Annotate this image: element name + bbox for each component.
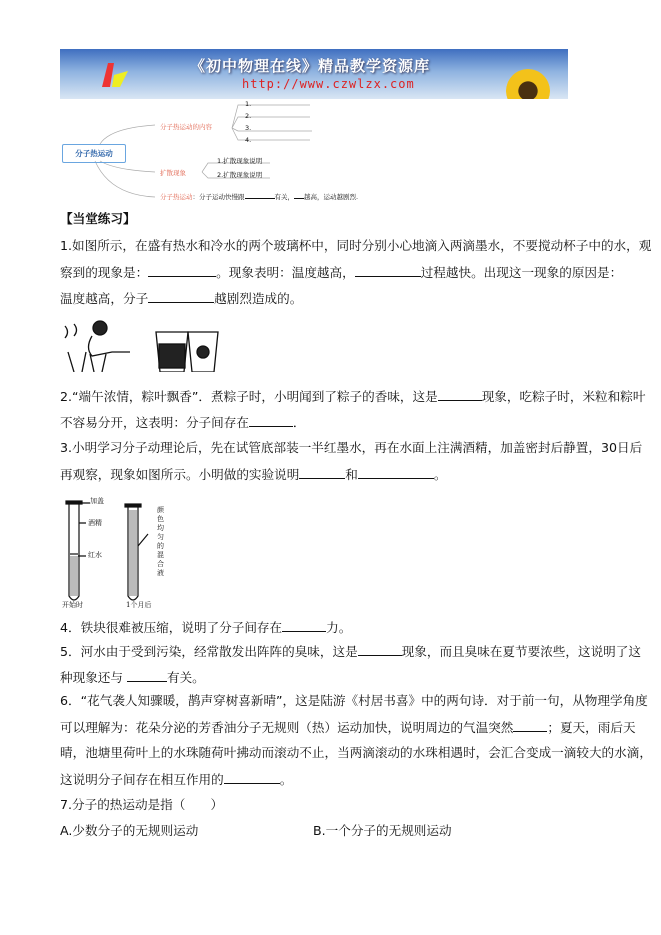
- text-segment: 温度越高，分子: [60, 291, 149, 306]
- section-title: 【当堂练习】: [60, 211, 136, 226]
- q5-line1: [60, 643, 641, 660]
- q7-stem: 7.分子的热运动是指（ ）: [60, 797, 224, 812]
- text-segment: 。: [433, 467, 447, 482]
- text-segment: ；夏天，雨后天: [547, 720, 636, 735]
- q1-line2: [60, 264, 622, 281]
- label-mixture: 颜色均匀的混合液: [157, 506, 164, 577]
- q3-line2: [60, 466, 446, 483]
- q2-line1: [60, 388, 645, 405]
- text-segment: 2.“端午浓情，粽叶飘香”．煮粽子时，小明闻到了粽子的香味，这是: [60, 389, 438, 404]
- answer-blank[interactable]: [438, 388, 482, 401]
- content-item: 3.: [245, 124, 252, 132]
- banner: [60, 49, 568, 99]
- branch-thermal: [160, 192, 358, 201]
- text-segment: 4．铁块很难被压缩，说明了分子间存在: [60, 620, 283, 635]
- label-alcohol: 酒精: [88, 519, 102, 527]
- content-item: 1.: [245, 100, 252, 108]
- diffusion-item: 2.扩散现象说明: [217, 171, 263, 179]
- text-segment: 有关，: [274, 193, 294, 201]
- q1-line1: 1.如图所示，在盛有热水和冷水的两个玻璃杯中，同时分别小心地滴入两滴墨水，不要搅动杯子中的水，观: [60, 238, 652, 253]
- q7-option-b[interactable]: B.一个分子的无规则运动: [313, 823, 452, 838]
- text-segment: 察到的现象是：: [60, 265, 149, 280]
- text-segment: 和: [345, 467, 358, 482]
- branch-diffusion: 扩散现象: [160, 169, 186, 177]
- answer-blank[interactable]: [299, 466, 345, 479]
- logo-icon: [100, 61, 130, 91]
- text-segment: 力。: [326, 620, 352, 635]
- text-segment: 。现象表明：温度越高，: [216, 265, 355, 280]
- q3-line1: 3.小明学习分子动理论后，先在试管底部装一半红墨水，再在水面上注满酒精，加盖密封后静置，30日后: [60, 440, 643, 455]
- text-segment: ．: [292, 415, 306, 430]
- answer-blank[interactable]: [249, 414, 293, 427]
- text-segment: 越剧烈造成的。: [214, 291, 303, 306]
- q6-line4: [60, 771, 292, 788]
- answer-blank[interactable]: [148, 290, 214, 303]
- branch-content: 分子热运动的内容: [160, 123, 212, 131]
- mind-map-root: 分子热运动: [62, 144, 126, 163]
- answer-blank[interactable]: [148, 264, 216, 277]
- answer-blank[interactable]: [127, 669, 167, 682]
- q4-line: [60, 619, 351, 636]
- label-start: 开始时: [62, 601, 83, 609]
- q5-line2: [60, 669, 205, 686]
- q2-line2: [60, 414, 306, 431]
- label-red-water: 红水: [88, 551, 102, 559]
- banner-title: 《初中物理在线》精品教学资源库: [190, 57, 431, 75]
- answer-blank[interactable]: [358, 466, 434, 479]
- text-segment: 不容易分开，这表明：分子间存在: [60, 415, 249, 430]
- text-segment: 有关。: [166, 670, 205, 685]
- q6-line2: [60, 719, 636, 736]
- answer-blank[interactable]: [513, 719, 547, 732]
- label-lid: 加盖: [90, 497, 104, 505]
- text-segment: 这说明分子间存在相互作用的: [60, 772, 224, 787]
- answer-blank[interactable]: [224, 771, 280, 784]
- text-segment: 。: [279, 772, 293, 787]
- banner-url[interactable]: http://www.czwlzx.com: [242, 77, 415, 91]
- text-segment: ：分子运动快慢跟: [192, 193, 245, 201]
- text-segment: 现象，吃粽子时，米粒和粽叶: [481, 389, 646, 404]
- text-segment: 再观察，现象如图所示。小明做的实验说明: [60, 467, 300, 482]
- label-one-month: 1个月后: [126, 601, 152, 609]
- ink-diffusion-figure: [60, 318, 220, 372]
- q6-line1: 6．“花气袭人知骤暖，鹊声穿树喜新晴”，这是陆游《村居书喜》中的两句诗．对于前一句，从物理学角度: [60, 693, 648, 708]
- sunflower-image: [506, 69, 550, 99]
- q7-option-a[interactable]: A.少数分子的无规则运动: [60, 823, 199, 838]
- q6-line3: 晴，池塘里荷叶上的水珠随荷叶拂动而滚动不止，当两滴滚动的水珠相遇时，会汇合变成一滴较大的水滴，: [60, 745, 652, 760]
- mind-map: [60, 100, 460, 205]
- text-segment: 分子热运动: [160, 193, 193, 201]
- text-segment: 过程越快。出现这一现象的原因是：: [420, 265, 623, 280]
- q1-line3: [60, 290, 302, 307]
- answer-blank[interactable]: [282, 619, 326, 632]
- content-item: 4.: [245, 136, 252, 144]
- text-segment: 现象，而且臭味在夏节要浓些，这说明了这: [401, 644, 641, 659]
- content-item: 2.: [245, 112, 252, 120]
- test-tube-figure: [60, 496, 180, 612]
- text-segment: 5．河水由于受到污染，经常散发出阵阵的臭味，这是: [60, 644, 358, 659]
- text-segment: 种现象还与: [60, 670, 127, 685]
- answer-blank[interactable]: [358, 643, 402, 656]
- answer-blank[interactable]: [355, 264, 421, 277]
- text-segment: 越高，运动越剧烈.: [304, 193, 359, 201]
- text-segment: 可以理解为：花朵分泌的芳香油分子无规则（热）运动加快，说明周边的气温突然: [60, 720, 514, 735]
- diffusion-item: 1.扩散现象说明: [217, 157, 263, 165]
